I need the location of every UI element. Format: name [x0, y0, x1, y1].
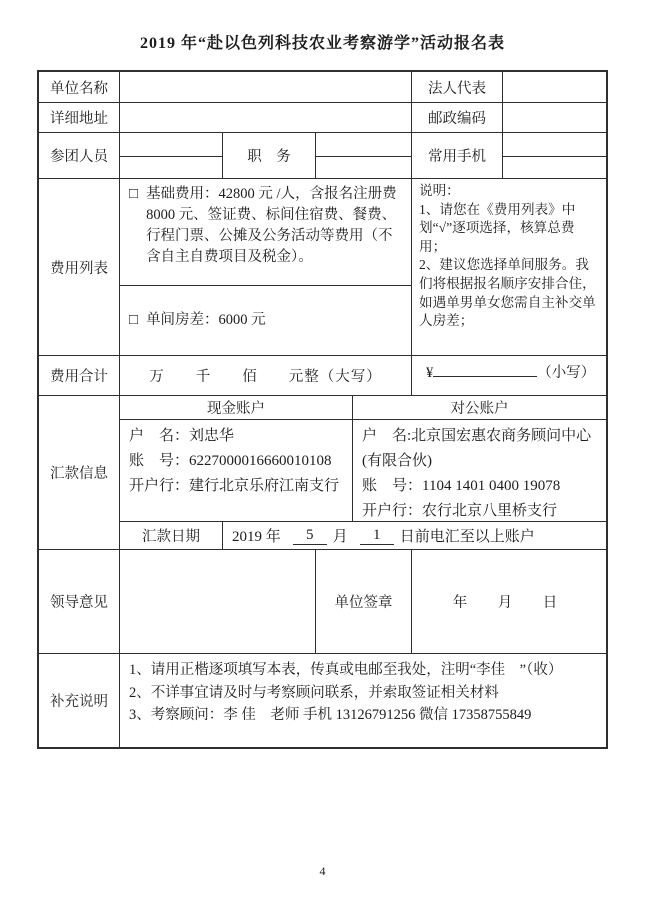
cash-account-header: 现金账户: [120, 396, 353, 419]
cash-account-details: [120, 420, 353, 521]
page-title: 2019 年“赴以色列科技农业考察游学”活动报名表: [139, 35, 505, 52]
fee-notes-title: 说明：: [419, 183, 460, 198]
account-headers: [120, 396, 606, 420]
fee-notes: [412, 179, 606, 355]
corporate-account-details: [353, 420, 606, 521]
account-details: [120, 420, 606, 522]
fee-options: [120, 179, 412, 355]
corporate-account-header: 对公账户: [450, 400, 509, 417]
row-fee-list: [39, 179, 606, 356]
supplement-notes: [120, 654, 606, 747]
remittance-date-row: [120, 522, 606, 549]
row-remittance: [39, 396, 606, 550]
row-fee-total: [39, 356, 606, 396]
members-label: 参团人员: [39, 133, 120, 178]
fee-total-uppercase-cell: 万 千 佰 元整（大写）: [120, 356, 412, 395]
page-number: 4: [319, 864, 326, 878]
leader-opinion-input-cell: [120, 550, 316, 653]
fee-option-single-room: [120, 286, 411, 355]
position-label: 职 务: [223, 133, 316, 178]
legal-rep-label: 法人代表: [412, 72, 503, 102]
leader-opinion-label: 领导意见: [39, 550, 120, 653]
fee-note-2: 2、建议您选择单间服务。我们将根据报名顺序安排合住，如遇单男单女您需自主补交单人房差；: [419, 257, 596, 329]
corporate-account-bank: 开户行：农行北京八里桥支行: [362, 502, 558, 519]
registration-form-table: [37, 70, 608, 749]
unit-name-input-cell: [120, 72, 412, 102]
remittance-detail: [120, 396, 606, 549]
supplement-label: 补充说明: [39, 654, 120, 747]
members-input-cell: [120, 133, 223, 178]
row-supplement: [39, 654, 606, 747]
amount-blank-line: [433, 362, 537, 377]
fee-total-label: 费用合计: [39, 356, 120, 395]
unit-name-label: 单位名称: [39, 72, 120, 102]
corporate-account-number: 账 号：1104 1401 0400 19078: [362, 477, 561, 494]
corporate-account-name: 户 名:北京国宏惠农商务顾问中心(有限合伙): [362, 427, 592, 469]
remittance-label: 汇款信息: [39, 396, 120, 549]
currency-symbol: ¥: [426, 365, 434, 381]
row-members: [39, 133, 606, 179]
row-unit-name: [39, 72, 606, 103]
address-input-cell: [120, 103, 412, 132]
date-day-value: 1: [360, 526, 394, 545]
lowercase-suffix: （小写）: [537, 365, 596, 381]
supplement-item-2: 2、不详事宜请及时与考察顾问联系，并索取签证相关材料: [129, 684, 499, 701]
address-label: 详细地址: [39, 103, 120, 132]
fee-list-label: 费用列表: [39, 179, 120, 355]
postcode-label: 邮政编码: [412, 103, 503, 132]
cash-account-bank: 开户行：建行北京乐府江南支行: [129, 477, 340, 494]
postcode-input-cell: [503, 103, 606, 132]
seal-date-placeholder: 年 月 日: [452, 595, 566, 611]
mobile-input-cell: [503, 133, 606, 178]
date-suffix: 日前电汇至以上账户: [399, 528, 535, 545]
legal-rep-input-cell: [503, 72, 606, 102]
fee-note-1: 1、请您在《费用列表》中划“√”逐项选择，核算总费用；: [419, 201, 576, 254]
remittance-date-label: 汇款日期: [120, 522, 223, 549]
row-address: [39, 103, 606, 133]
cash-account-name: 户 名：刘忠华: [129, 427, 235, 444]
mobile-label: 常用手机: [412, 133, 503, 178]
row-leader-opinion: [39, 550, 606, 654]
unit-seal-label: 单位签章: [316, 550, 412, 653]
date-year: 2019 年: [232, 528, 281, 545]
position-input-cell: [316, 133, 412, 178]
date-month-unit: 月: [332, 528, 348, 545]
single-room-text: 单间房差：6000 元: [146, 312, 266, 329]
date-month-value: 5: [293, 526, 327, 545]
fee-total-lowercase-cell: [412, 356, 606, 395]
basic-fee-checkbox[interactable]: □: [129, 186, 139, 202]
fee-option-basic: [120, 179, 411, 286]
basic-fee-text: 基础费用：42800 元 /人，含报名注册费 8000 元、签证费、标间住宿费、餐费、行程门票、公摊及公务活动等费用（不含自主自费项目及税金）。: [146, 186, 397, 265]
remittance-date-text: [223, 522, 606, 549]
supplement-item-1: 1、请用正楷逐项填写本表，传真或电邮至我处，注明“李佳 ”（收）: [129, 662, 563, 678]
supplement-item-3: 3、考察顾问：李 佳 老师 手机 13126791256 微信 17358755849: [129, 707, 532, 723]
single-room-checkbox[interactable]: □: [129, 312, 139, 329]
cash-account-number: 账 号：6227000016660010108: [129, 452, 332, 469]
